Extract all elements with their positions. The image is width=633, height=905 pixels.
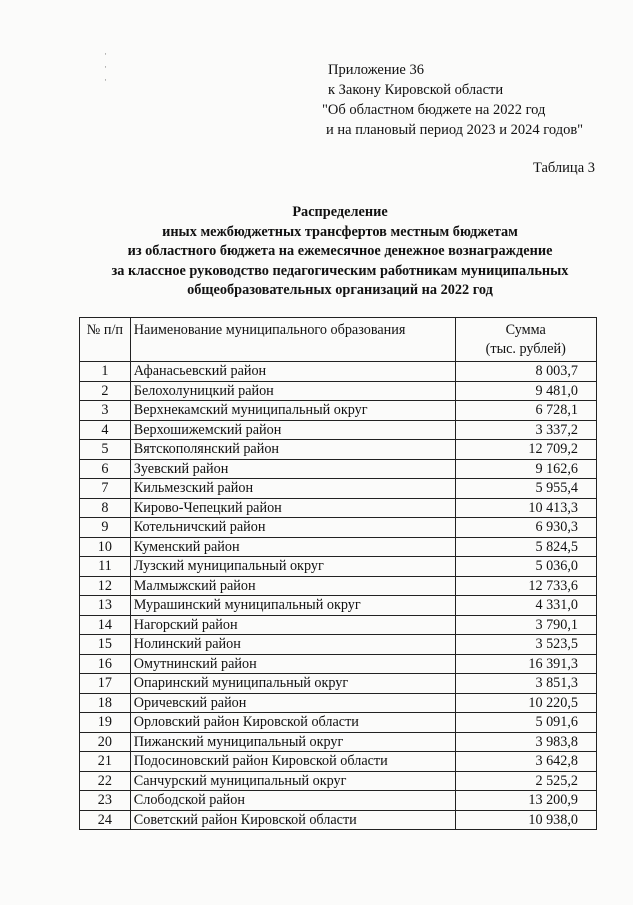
cell-num: 5 (80, 440, 131, 460)
cell-num: 6 (80, 459, 131, 479)
appendix-line-4: и на плановый период 2023 и 2024 годов" (326, 122, 584, 138)
appendix-header (322, 60, 584, 140)
cell-municipality: Верхнекамский муниципальный округ (130, 401, 455, 421)
cell-num: 3 (80, 401, 131, 421)
table-row (80, 557, 597, 577)
scan-specks: · · · (104, 49, 107, 85)
title-line-3: из областного бюджета на ежемесячное денежное вознаграждение (127, 243, 553, 259)
cell-num: 14 (80, 615, 131, 635)
header-sum-line-1: Сумма (505, 322, 546, 338)
cell-municipality: Вятскополянский район (130, 440, 455, 460)
cell-municipality: Нолинский район (130, 635, 455, 655)
cell-municipality: Кирово-Чепецкий район (130, 498, 455, 518)
cell-sum: 10 413,3 (455, 498, 596, 518)
cell-sum: 5 955,4 (455, 479, 596, 499)
cell-sum: 5 824,5 (455, 537, 596, 557)
cell-municipality: Пижанский муниципальный округ (130, 732, 455, 752)
header-sum (455, 318, 596, 362)
table-row (80, 459, 597, 479)
cell-num: 1 (80, 362, 131, 382)
cell-sum: 9 481,0 (455, 381, 596, 401)
title-line-4: за классное руководство педагогическим работникам муниципальных (111, 262, 569, 279)
table-row (80, 615, 597, 635)
cell-sum: 13 200,9 (455, 791, 596, 811)
cell-sum: 3 523,5 (455, 635, 596, 655)
table-row (80, 693, 597, 713)
cell-municipality: Зуевский район (130, 459, 455, 479)
cell-municipality: Санчурский муниципальный округ (130, 771, 455, 791)
title-line-1: Распределение (292, 204, 388, 220)
cell-municipality: Мурашинский муниципальный округ (130, 596, 455, 616)
cell-sum: 5 036,0 (455, 557, 596, 577)
table-body (80, 362, 597, 830)
cell-num: 11 (80, 557, 131, 577)
cell-num: 2 (80, 381, 131, 401)
cell-sum: 12 709,2 (455, 440, 596, 460)
table-row (80, 635, 597, 655)
table-row (80, 498, 597, 518)
table-row (80, 381, 597, 401)
cell-municipality: Кильмезский район (130, 479, 455, 499)
cell-sum: 3 851,3 (455, 674, 596, 694)
table-row (80, 771, 597, 791)
cell-municipality: Слободской район (130, 791, 455, 811)
cell-municipality: Подосиновский район Кировской области (130, 752, 455, 772)
table-row (80, 537, 597, 557)
table-row (80, 362, 597, 382)
cell-num: 21 (80, 752, 131, 772)
cell-num: 8 (80, 498, 131, 518)
cell-num: 13 (80, 596, 131, 616)
cell-municipality: Оричевский район (130, 693, 455, 713)
header-num: № п/п (80, 318, 131, 362)
cell-municipality: Малмыжский район (130, 576, 455, 596)
distribution-table (79, 317, 597, 830)
cell-num: 12 (80, 576, 131, 596)
cell-sum: 5 091,6 (455, 713, 596, 733)
table-row (80, 518, 597, 538)
cell-sum: 10 220,5 (455, 693, 596, 713)
cell-num: 16 (80, 654, 131, 674)
cell-sum: 10 938,0 (455, 810, 596, 830)
cell-num: 24 (80, 810, 131, 830)
cell-num: 10 (80, 537, 131, 557)
cell-sum: 12 733,6 (455, 576, 596, 596)
cell-municipality: Белохолуницкий район (130, 381, 455, 401)
cell-municipality: Верхошижемский район (130, 420, 455, 440)
cell-sum: 3 337,2 (455, 420, 596, 440)
cell-num: 9 (80, 518, 131, 538)
table-row (80, 674, 597, 694)
cell-municipality: Котельничский район (130, 518, 455, 538)
cell-sum: 16 391,3 (455, 654, 596, 674)
table-row (80, 810, 597, 830)
cell-municipality: Опаринский муниципальный округ (130, 674, 455, 694)
cell-sum: 6 930,3 (455, 518, 596, 538)
table-row (80, 713, 597, 733)
cell-sum: 2 525,2 (455, 771, 596, 791)
cell-num: 19 (80, 713, 131, 733)
cell-sum: 3 983,8 (455, 732, 596, 752)
cell-sum: 3 790,1 (455, 615, 596, 635)
cell-municipality: Лузский муниципальный округ (130, 557, 455, 577)
appendix-line-3: "Об областном бюджете на 2022 год (322, 102, 546, 118)
table-row (80, 752, 597, 772)
cell-municipality: Нагорский район (130, 615, 455, 635)
cell-municipality: Куменский район (130, 537, 455, 557)
header-name: Наименование муниципального образования (130, 318, 455, 362)
table-header-row (80, 318, 597, 362)
table-row (80, 479, 597, 499)
appendix-line-2: к Закону Кировской области (328, 82, 504, 98)
cell-num: 20 (80, 732, 131, 752)
table-row (80, 654, 597, 674)
cell-num: 22 (80, 771, 131, 791)
cell-sum: 3 642,8 (455, 752, 596, 772)
cell-municipality: Омутнинский район (130, 654, 455, 674)
cell-num: 15 (80, 635, 131, 655)
table-number-label: Таблица 3 (532, 160, 595, 176)
table-row (80, 596, 597, 616)
table-row (80, 420, 597, 440)
cell-municipality: Орловский район Кировской области (130, 713, 455, 733)
cell-num: 4 (80, 420, 131, 440)
cell-num: 17 (80, 674, 131, 694)
table-row (80, 791, 597, 811)
cell-sum: 9 162,6 (455, 459, 596, 479)
cell-municipality: Афанасьевский район (130, 362, 455, 382)
header-sum-line-2: (тыс. рублей) (485, 341, 566, 357)
cell-num: 23 (80, 791, 131, 811)
cell-sum: 4 331,0 (455, 596, 596, 616)
title-line-5: общеобразовательных организаций на 2022 год (187, 282, 493, 298)
appendix-line-1: Приложение 36 (328, 62, 424, 78)
table-row (80, 732, 597, 752)
table-row (80, 401, 597, 421)
cell-num: 7 (80, 479, 131, 499)
cell-sum: 8 003,7 (455, 362, 596, 382)
document-title (70, 203, 610, 301)
cell-municipality: Советский район Кировской области (130, 810, 455, 830)
cell-sum: 6 728,1 (455, 401, 596, 421)
table-row (80, 440, 597, 460)
title-line-2: иных межбюджетных трансфертов местным бюджетам (162, 223, 518, 240)
table-row (80, 576, 597, 596)
cell-num: 18 (80, 693, 131, 713)
